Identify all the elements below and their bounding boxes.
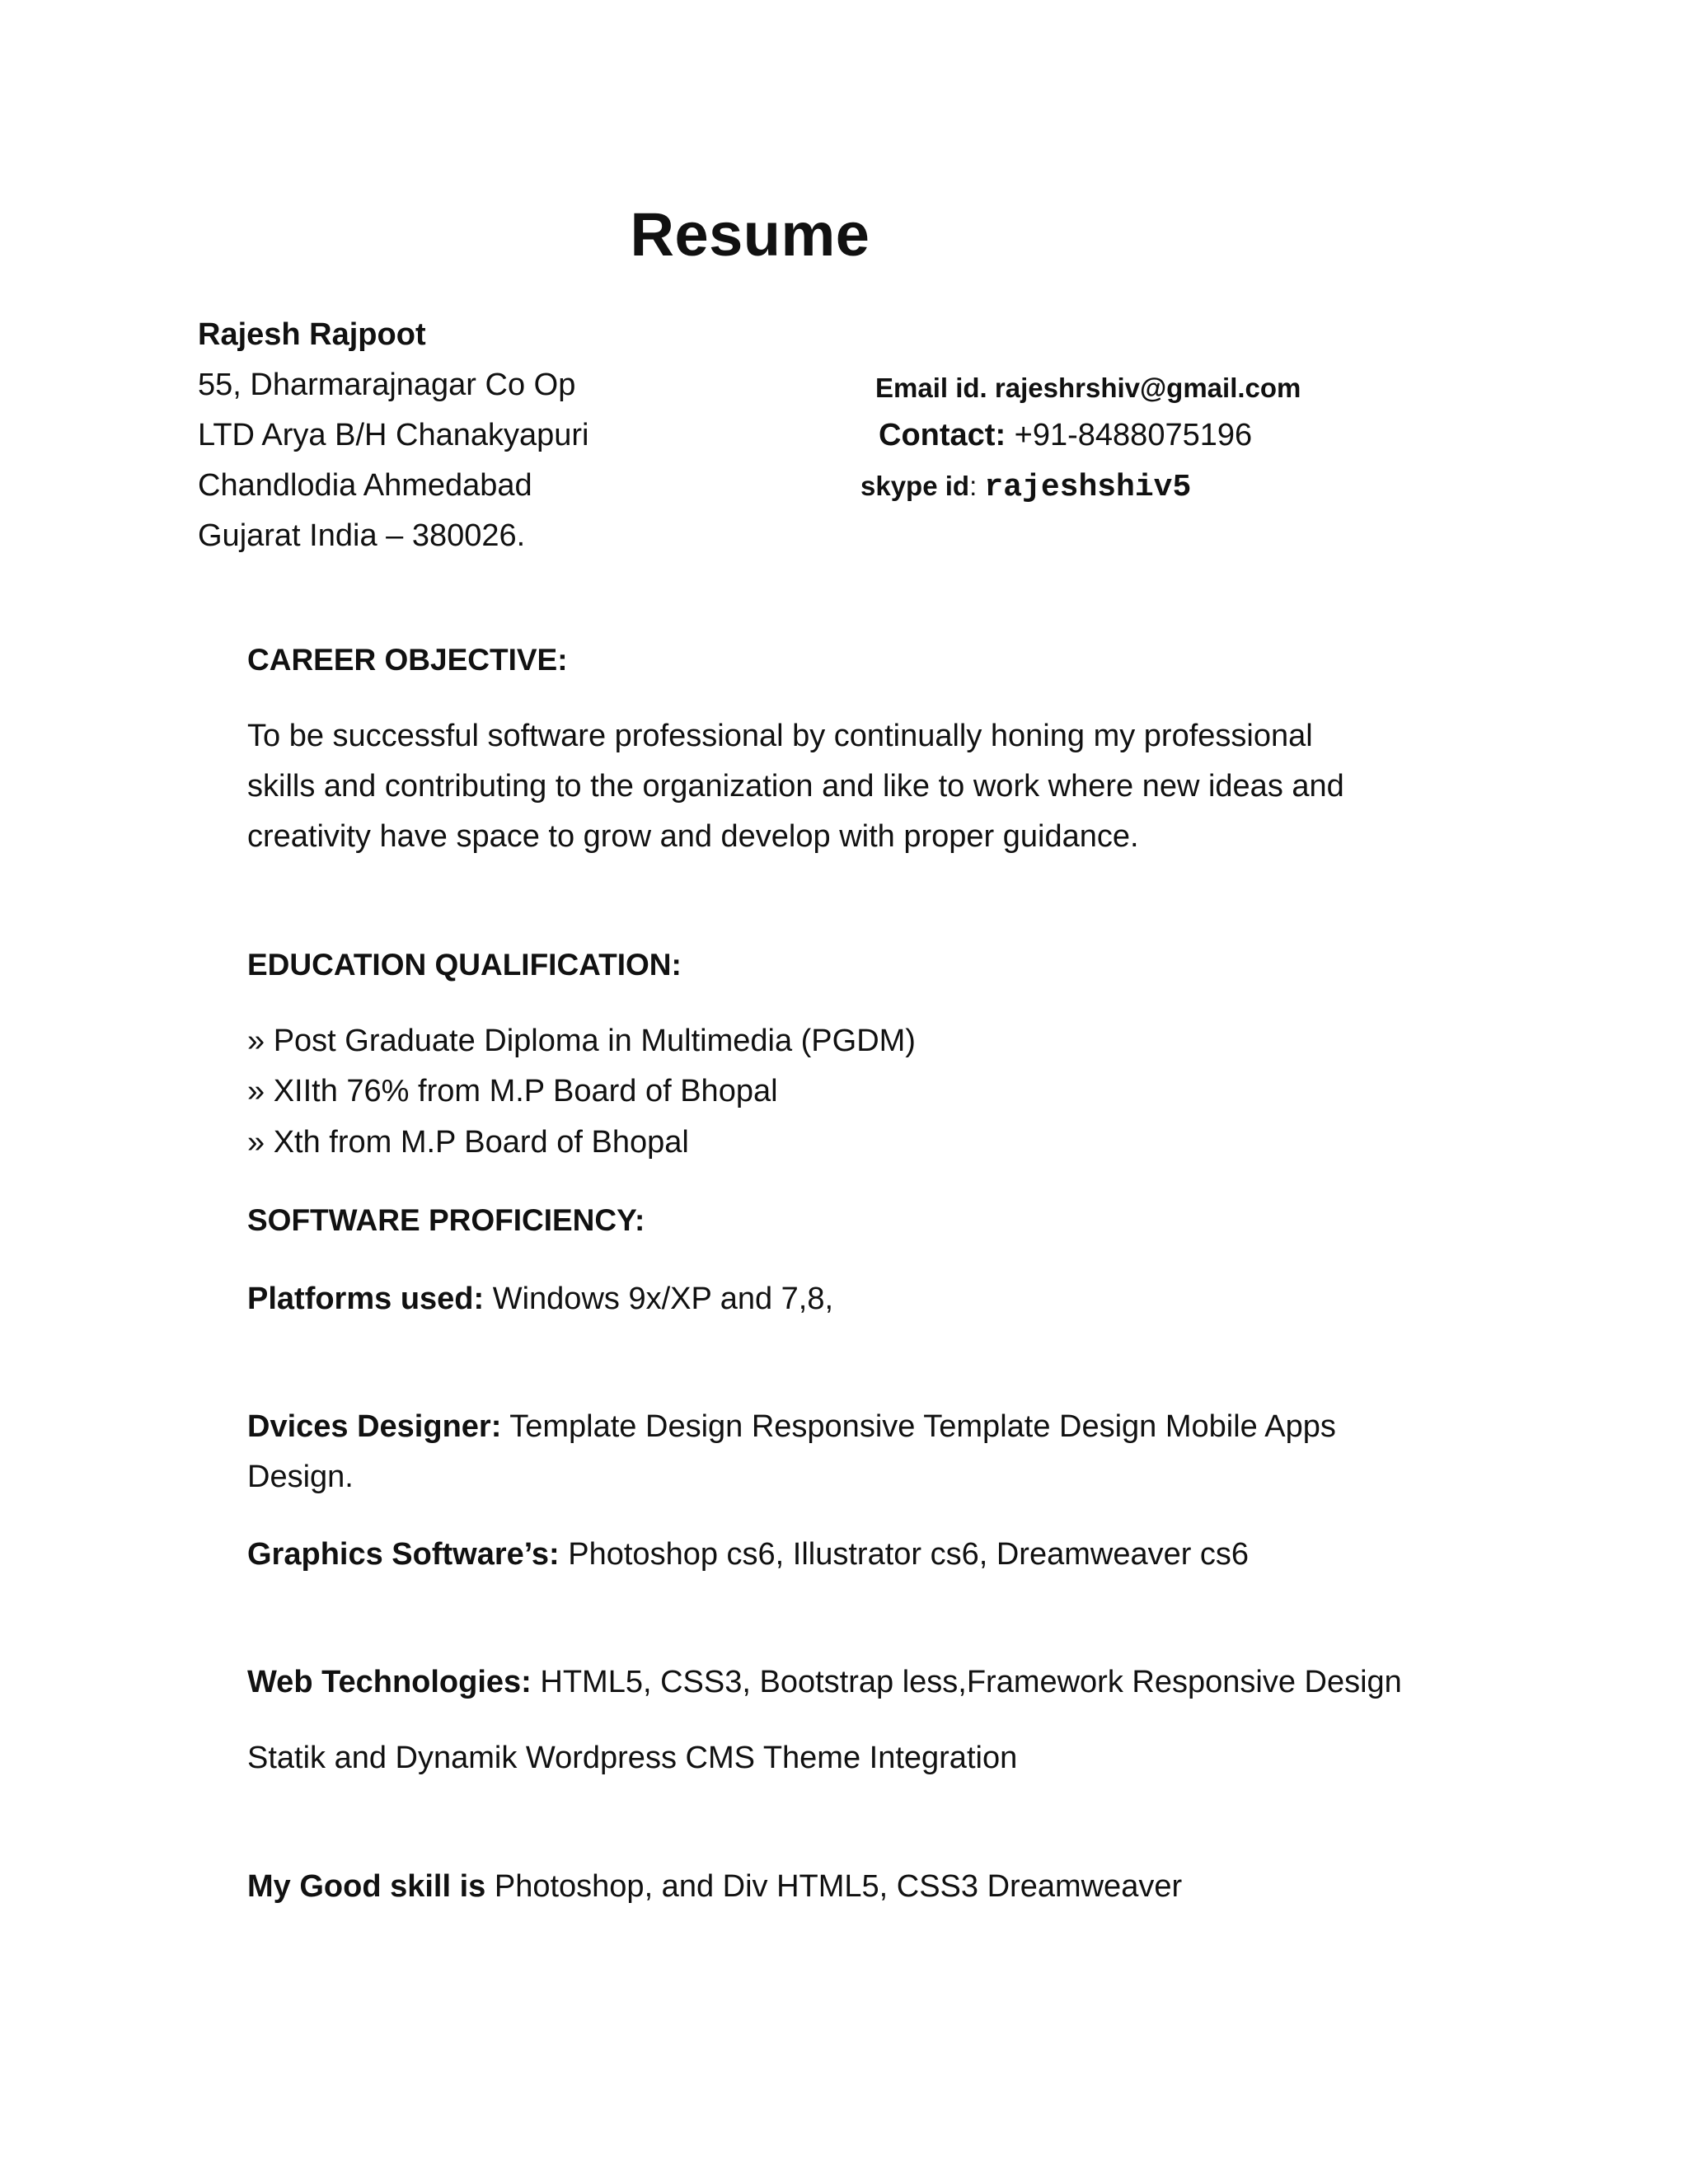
web-technologies-label: Web Technologies: xyxy=(247,1665,532,1699)
web-technologies-row xyxy=(247,1665,1402,1700)
address-line-4: Gujarat India – 380026. xyxy=(198,518,526,553)
devices-designer-value: Template Design Responsive Template Design Mobile Apps xyxy=(509,1409,1336,1444)
platforms-value: Windows 9x/XP and 7,8, xyxy=(492,1282,834,1316)
education-item-3: » Xth from M.P Board of Bhopal xyxy=(247,1125,689,1160)
good-skill-label: My Good skill is xyxy=(247,1869,486,1904)
page-title: Resume xyxy=(630,200,870,269)
address-line-2: LTD Arya B/H Chanakyapuri xyxy=(198,418,589,452)
contact-phone xyxy=(879,418,1252,453)
career-objective-line-1: To be successful software professional by continually honing my professional xyxy=(247,719,1313,753)
career-objective-heading: CAREER OBJECTIVE: xyxy=(247,643,568,677)
contact-skype xyxy=(860,470,1191,505)
address-line-1: 55, Dharmarajnagar Co Op xyxy=(198,368,576,402)
platforms-row xyxy=(247,1282,833,1317)
software-proficiency-heading: SOFTWARE PROFICIENCY: xyxy=(247,1203,645,1237)
career-objective-line-2: skills and contributing to the organization and like to work where new ideas and xyxy=(247,769,1344,804)
platforms-label: Platforms used: xyxy=(247,1282,485,1316)
education-item-2: » XIIth 76% from M.P Board of Bhopal xyxy=(247,1074,778,1108)
address-line-3: Chandlodia Ahmedabad xyxy=(198,468,532,503)
graphics-software-value: Photoshop cs6, Illustrator cs6, Dreamweaver cs6 xyxy=(568,1537,1250,1572)
web-technologies-value: HTML5, CSS3, Bootstrap less,Framework Responsive Design xyxy=(540,1665,1402,1699)
career-objective-line-3: creativity have space to grow and develop with proper guidance. xyxy=(247,819,1139,854)
skype-label: skype id xyxy=(860,471,970,501)
education-item-1: » Post Graduate Diploma in Multimedia (PGDM) xyxy=(247,1024,916,1058)
web-technologies-continued: Statik and Dynamik Wordpress CMS Theme Integration xyxy=(247,1741,1018,1775)
good-skill-row xyxy=(247,1869,1182,1905)
good-skill-value: Photoshop, and Div HTML5, CSS3 Dreamweaver xyxy=(494,1869,1183,1904)
candidate-name: Rajesh Rajpoot xyxy=(198,317,426,352)
graphics-software-label: Graphics Software’s: xyxy=(247,1537,560,1572)
phone-value: +91-8488075196 xyxy=(1014,418,1253,452)
contact-email xyxy=(875,373,1301,404)
education-heading: EDUCATION QUALIFICATION: xyxy=(247,948,682,982)
devices-designer-label: Dvices Designer: xyxy=(247,1409,502,1444)
devices-designer-continued: Design. xyxy=(247,1460,354,1494)
graphics-software-row xyxy=(247,1537,1249,1572)
devices-designer-row xyxy=(247,1409,1336,1445)
email-label: Email id. xyxy=(875,373,987,403)
email-value: rajeshrshiv@gmail.com xyxy=(994,373,1301,403)
phone-label: Contact: xyxy=(879,418,1006,452)
skype-value: rajeshshiv5 xyxy=(984,470,1192,505)
skype-separator: : xyxy=(969,471,978,501)
